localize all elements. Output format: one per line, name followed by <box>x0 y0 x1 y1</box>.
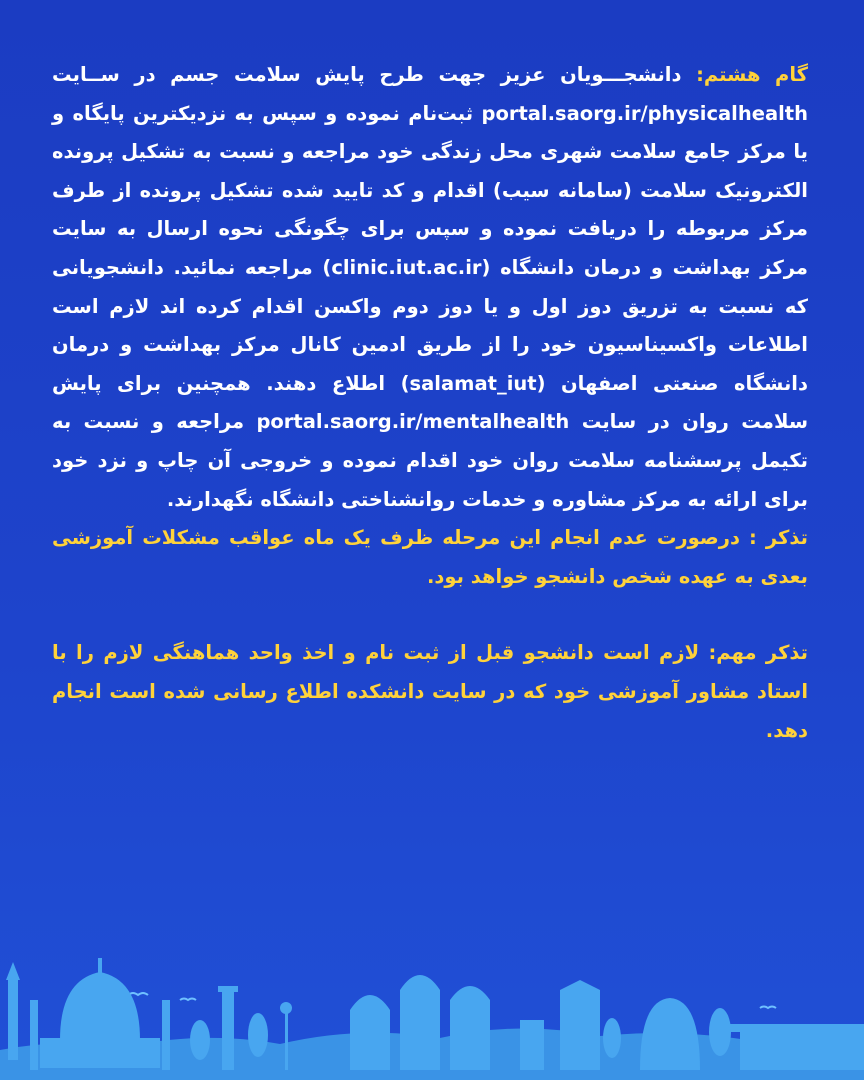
channel-id: (salamat_iut) <box>400 371 546 395</box>
important-note: تذکر مهم: لازم است دانشجو قبل از ثبت نام و اخذ واحد هماهنگی لازم را با استاد مشاور آموزشی خود که در سایت دانشکده اطلاع رسانی شده است انجام دهد. <box>52 641 808 742</box>
step-body-2: ثبت‌نام نموده و سپس به نزدیکترین پایگاه و یا مرکز جامع سلامت شهری محل زندگی خود مراجعه و نسبت به تشکیل پرونده الکترونیک سلامت (سامانه سیب) اقدام و کد تایید شده تشکیل پرونده از طرف مرکز مربوطه را دریافت نموده و سپس برای چگونگی نحوه ارسال به سایت مرکز بهداشت و درمان دانشگاه <box>52 101 808 279</box>
physical-health-link: portal.saorg.ir/physicalhealth <box>481 101 808 125</box>
mental-health-link: portal.saorg.ir/mentalhealth <box>256 410 570 434</box>
city-skyline-illustration <box>0 920 864 1080</box>
step-paragraph <box>52 56 808 519</box>
step-title: گام هشتم: <box>696 63 809 86</box>
step-body-5: مراجعه و نسبت به تکیمل پرسشنامه سلامت روان خود اقدام نموده و خروجی آن چاپ و نزد خود برای ارائه به مرکز مشاوره و خدمات روانشناختی دانشگاه نگهدارند. <box>52 410 808 511</box>
reminder-note: تذکر : درصورت عدم انجام این مرحله ظرف یک ماه عواقب مشکلات آموزشی بعدی به عهده شخص دانشجو خواهد بود. <box>52 526 808 588</box>
skyline-svg <box>0 920 864 1080</box>
step-body-1: دانشجـــویان عزیز جهت طرح پایش سلامت جسم در ســایت <box>52 63 697 86</box>
main-text-block <box>52 56 808 750</box>
clinic-link: (clinic.iut.ac.ir) <box>322 255 491 279</box>
step-body-4: اطلاع دهند. همچنین برای پایش سلامت روان در سایت <box>52 371 808 434</box>
step-body-3: مراجعه نمائید. دانشجویانی که نسبت به تزریق دوز اول و یا دوز دوم واکسن اقدام کرده اند لازم است اطلاعات واکسیناسیون خود را از طریق ادمین کانال مرکز بهداشت و درمان دانشگاه صنعتی اصفهان <box>52 255 808 395</box>
